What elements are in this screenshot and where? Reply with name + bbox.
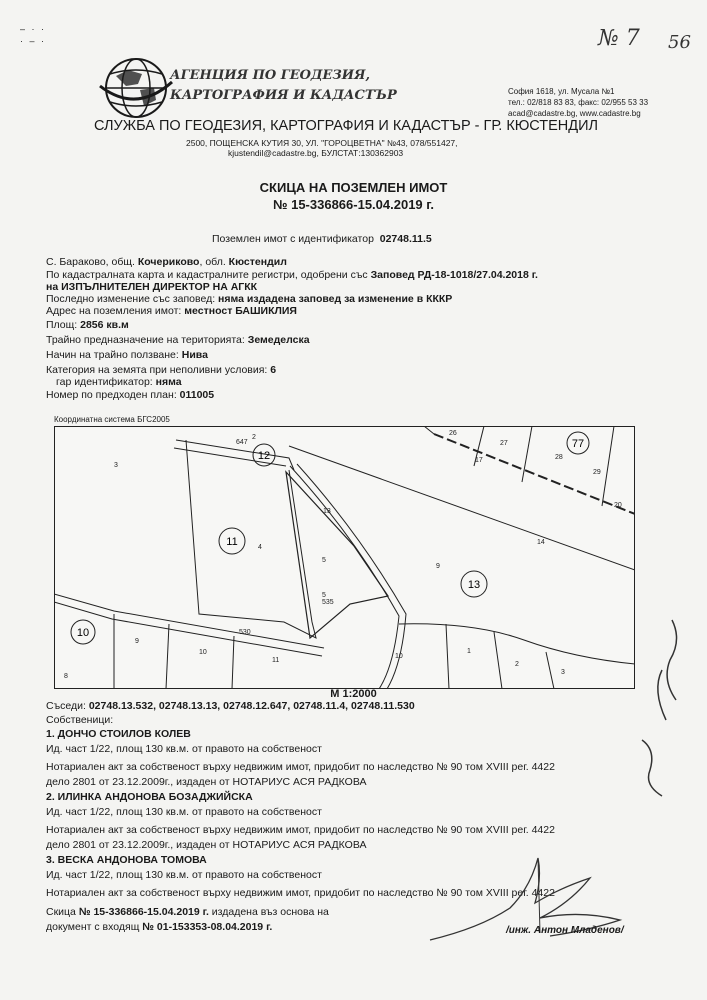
- map-label-17: 17: [475, 457, 483, 464]
- map-label-5b: 5: [322, 592, 326, 599]
- identifier-row: [212, 233, 432, 245]
- purpose-label: Трайно предназначение на територията:: [46, 334, 245, 346]
- category-label: Категория на земята при неполивни условия:: [46, 364, 268, 376]
- map-label-29: 29: [593, 469, 601, 476]
- identifier-value: 02748.11.5: [379, 233, 432, 245]
- map-label-9: 9: [436, 563, 440, 570]
- coordinate-system-label: Координатна система БГС2005: [54, 415, 170, 424]
- issuance-row: [46, 906, 329, 918]
- last-change-row: [46, 293, 538, 305]
- approval-by: на ИЗПЪЛНИТЕЛЕН ДИРЕКТОР НА АГКК: [46, 281, 258, 293]
- issued-mid: издадена въз основа на: [211, 906, 329, 918]
- map-label-14: 14: [537, 539, 545, 546]
- map-label-27: 27: [500, 440, 508, 447]
- address-value: местност БАШИКЛИЯ: [184, 305, 297, 317]
- region-prefix: , обл.: [199, 256, 226, 268]
- purpose-row: [46, 334, 538, 346]
- signer-name: /инж. Антон Младенов/: [506, 925, 624, 936]
- area-label: Площ:: [46, 319, 78, 331]
- corner-mark-top: – · ·: [20, 24, 47, 34]
- prev-plan-value: 011005: [179, 389, 215, 401]
- old-id-value: няма: [155, 376, 182, 388]
- issuance-block: [46, 906, 329, 933]
- owner-2-share: Ид. част 1/22, площ 130 кв.м. от правото на собственост: [46, 806, 322, 818]
- old-id-row: [46, 376, 538, 388]
- circle-label-12: 12: [257, 450, 271, 462]
- owner-1-name: 1. ДОНЧО СТОИЛОВ КОЛЕВ: [46, 728, 191, 740]
- document-number: № 15-336866-15.04.2019 г.: [272, 197, 434, 212]
- owner-3-deed-line1: Нотариален акт за собственост върху недвижим имот, придобит по наследство № 90 том XVIII рег. 4422: [46, 887, 555, 899]
- last-change-value: няма издадена заповед за изменение в КККР: [218, 293, 453, 305]
- usage-row: [46, 349, 538, 361]
- agency-phone-line: тел.: 02/818 83 83, факс: 02/955 53 33: [508, 98, 649, 107]
- map-label-20: 20: [614, 502, 622, 509]
- agency-globe-logo: [98, 56, 174, 120]
- agency-address-block: [508, 86, 648, 119]
- map-label-535: 535: [322, 599, 334, 606]
- owner-1-share: Ид. част 1/22, площ 130 кв.м. от правото на собственост: [46, 743, 322, 755]
- map-label-4: 4: [258, 544, 262, 551]
- circle-label-13: 13: [467, 579, 481, 591]
- document-ref-row: [46, 921, 329, 933]
- map-scale: М 1:2000: [330, 688, 377, 700]
- map-label-11: 11: [272, 657, 280, 664]
- handwritten-number: № 7: [598, 26, 640, 51]
- map-label-1: 1: [467, 648, 471, 655]
- map-label-8: 8: [64, 673, 68, 680]
- region-value: Кюстендил: [228, 256, 287, 268]
- prev-plan-row: [46, 389, 538, 401]
- document-title: СКИЦА НА ПОЗЕМЛЕН ИМОТ: [259, 180, 448, 195]
- owner-2-name: 2. ИЛИНКА АНДОНОВА БОЗАДЖИЙСКА: [46, 791, 253, 803]
- owner-1-deed-line1: Нотариален акт за собственост върху недвижим имот, придобит по наследство № 90 том XVIII рег. 4422: [46, 761, 555, 773]
- handwritten-page: 56: [668, 32, 691, 53]
- corner-mark-bottom: · – ·: [20, 36, 47, 46]
- neighbors-label: Съседи:: [46, 700, 86, 712]
- prev-plan-label: Номер по предходен план:: [46, 389, 177, 401]
- category-row: [46, 364, 538, 376]
- location-prefix: С. Бараково, общ.: [46, 256, 135, 268]
- owner-2-deed-line1: Нотариален акт за собственост върху недвижим имот, придобит по наследство № 90 том XVIII рег. 4422: [46, 824, 555, 836]
- map-label-3b: 3: [561, 669, 565, 676]
- service-email: kjustendil@cadastre.bg, БУЛСТАТ:130362903: [228, 148, 404, 158]
- map-label-10: 10: [199, 649, 207, 656]
- map-label-647: 647: [236, 439, 248, 446]
- owner-3-name: 3. ВЕСКА АНДОНОВА ТОМОВА: [46, 854, 207, 866]
- approval-row: [46, 269, 538, 281]
- usage-label: Начин на трайно ползване:: [46, 349, 179, 361]
- map-label-13: 13: [323, 508, 331, 515]
- margin-handwriting: [632, 600, 692, 800]
- cadastral-map: [54, 426, 635, 689]
- identifier-label: Поземлен имот с идентификатор: [212, 233, 374, 245]
- agency-email-line: acad@cadastre.bg, www.cadastre.bg: [508, 109, 641, 118]
- map-label-26: 26: [449, 430, 457, 437]
- municipality-value: Кочериково: [137, 256, 200, 268]
- map-label-10b: 10: [395, 653, 403, 660]
- owner-3-share: Ид. част 1/22, площ 130 кв.м. от правото на собственост: [46, 869, 322, 881]
- circle-label-77: 77: [571, 438, 585, 450]
- map-label-2: 2: [252, 434, 256, 441]
- service-title: СЛУЖБА ПО ГЕОДЕЗИЯ, КАРТОГРАФИЯ И КАДАСТЪР - ГР. КЮСТЕНДИЛ: [94, 118, 599, 134]
- map-label-28: 28: [555, 454, 563, 461]
- map-label-2b: 2: [515, 661, 519, 668]
- property-details: [46, 256, 538, 401]
- map-label-3: 3: [114, 462, 118, 469]
- neighbors-value: 02748.13.532, 02748.13.13, 02748.12.647, 02748.11.4, 02748.11.530: [88, 700, 415, 712]
- circle-label-11: 11: [226, 536, 238, 548]
- map-label-5: 5: [322, 557, 326, 564]
- owners-heading: Собственици:: [46, 714, 114, 726]
- doc-number: № 01-153353-08.04.2019 г.: [142, 921, 273, 933]
- address-label: Адрес на поземления имот:: [46, 305, 182, 317]
- map-label-530: 530: [239, 629, 251, 636]
- issued-number: № 15-336866-15.04.2019 г.: [78, 906, 209, 918]
- approval-text: По кадастралната карта и кадастралните регистри, одобрени със: [46, 269, 368, 281]
- agency-address-line: София 1618, ул. Мусала №1: [508, 87, 615, 96]
- agency-name-line1: АГЕНЦИЯ ПО ГЕОДЕЗИЯ,: [170, 68, 371, 83]
- circle-label-10: 10: [76, 627, 90, 639]
- old-id-label: гар идентификатор:: [56, 376, 153, 388]
- purpose-value: Земеделска: [247, 334, 310, 346]
- address-row: [46, 305, 538, 317]
- service-address: 2500, ПОЩЕНСКА КУТИЯ 30, УЛ. "ГОРОЦВЕТНА" №43, 078/551427,: [186, 138, 458, 148]
- category-value: 6: [270, 364, 277, 376]
- usage-value: Нива: [181, 349, 208, 361]
- owner-2-deed-line2: дело 2801 от 23.12.2009г., издаден от НОТАРИУС АСЯ РАДКОВА: [46, 839, 367, 851]
- owner-1-deed-line2: дело 2801 от 23.12.2009г., издаден от НОТАРИУС АСЯ РАДКОВА: [46, 776, 367, 788]
- map-label-9b: 9: [135, 638, 139, 645]
- doc-prefix: документ с входящ: [46, 921, 140, 933]
- location-row: [46, 256, 538, 268]
- agency-name-line2: КАРТОГРАФИЯ И КАДАСТЪР: [170, 88, 397, 103]
- area-row: [46, 319, 538, 331]
- area-value: 2856 кв.м: [80, 319, 129, 331]
- last-change-label: Последно изменение със заповед:: [46, 293, 216, 305]
- approval-order: Заповед РД-18-1018/27.04.2018 г.: [370, 269, 538, 281]
- issued-prefix: Скица: [46, 906, 76, 918]
- neighbors-row: [46, 700, 555, 712]
